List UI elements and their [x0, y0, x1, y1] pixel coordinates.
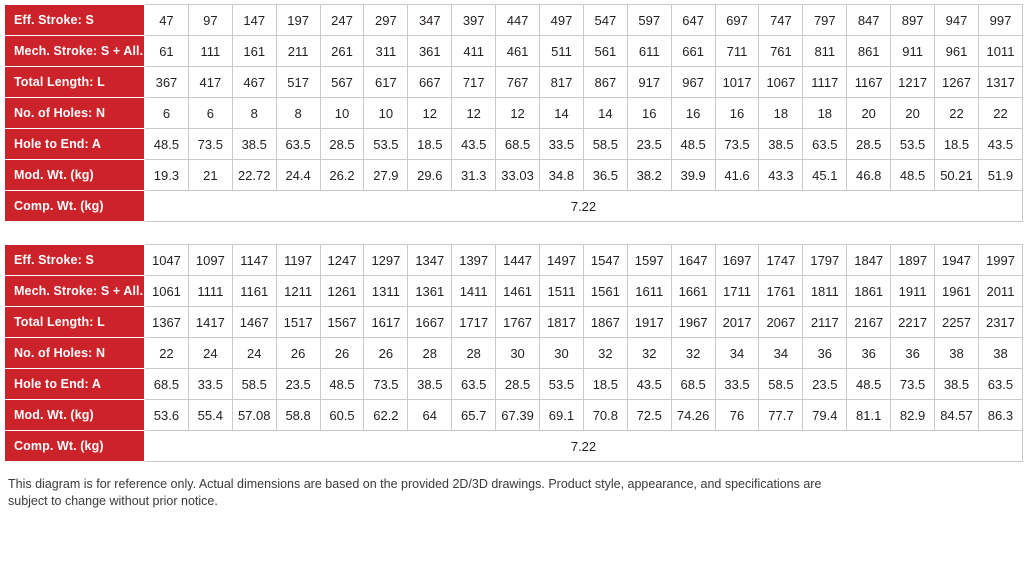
- table-cell: 1097: [188, 245, 232, 276]
- table-cell: 1447: [496, 245, 540, 276]
- table-row: [5, 276, 1023, 307]
- table-cell: 2317: [978, 307, 1022, 338]
- table-row: [5, 160, 1023, 191]
- table-cell: 567: [320, 67, 364, 98]
- row-header: Eff. Stroke: S: [5, 245, 145, 276]
- table-cell: 24.4: [276, 160, 320, 191]
- table-cell: 77.7: [759, 400, 803, 431]
- table-cell: 43.5: [627, 369, 671, 400]
- table-cell: 1861: [847, 276, 891, 307]
- table-cell: 1161: [232, 276, 276, 307]
- table-cell: 68.5: [671, 369, 715, 400]
- table-cell: 661: [671, 36, 715, 67]
- table-cell: 31.3: [452, 160, 496, 191]
- table-cell: 561: [583, 36, 627, 67]
- row-header: No. of Holes: N: [5, 338, 145, 369]
- table-cell: 63.5: [452, 369, 496, 400]
- table-cell: 28: [452, 338, 496, 369]
- table-cell: 1767: [496, 307, 540, 338]
- table-cell: 26.2: [320, 160, 364, 191]
- table-cell: 161: [232, 36, 276, 67]
- table-cell: 467: [232, 67, 276, 98]
- table-cell: 18.5: [583, 369, 627, 400]
- table-cell: 1117: [803, 67, 847, 98]
- table-cell: 27.9: [364, 160, 408, 191]
- table-row: [5, 129, 1023, 160]
- table-cell: 22.72: [232, 160, 276, 191]
- table-cell: 23.5: [627, 129, 671, 160]
- table-cell: 1047: [145, 245, 189, 276]
- table-cell: 1597: [627, 245, 671, 276]
- row-header: Mech. Stroke: S + All.: [5, 36, 145, 67]
- table-cell: 1367: [145, 307, 189, 338]
- table-cell: 48.5: [320, 369, 364, 400]
- table-cell: 1667: [408, 307, 452, 338]
- table-cell: 61: [145, 36, 189, 67]
- table-cell: 38.5: [408, 369, 452, 400]
- table-row: [5, 400, 1023, 431]
- table-row: [5, 369, 1023, 400]
- table-cell: 397: [452, 5, 496, 36]
- table-cell: 18: [803, 98, 847, 129]
- table-cell: 30: [540, 338, 584, 369]
- table-cell: 63.5: [276, 129, 320, 160]
- table-cell: 58.5: [583, 129, 627, 160]
- row-header: Mod. Wt. (kg): [5, 160, 145, 191]
- table-cell: 24: [232, 338, 276, 369]
- table-cell: 38.5: [759, 129, 803, 160]
- table-cell: 1961: [935, 276, 979, 307]
- row-header: Mod. Wt. (kg): [5, 400, 145, 431]
- table-cell: 1817: [540, 307, 584, 338]
- table-cell: 32: [627, 338, 671, 369]
- table-cell: 1297: [364, 245, 408, 276]
- table-cell: 58.5: [759, 369, 803, 400]
- table-cell: 947: [935, 5, 979, 36]
- table-cell: 32: [671, 338, 715, 369]
- table-row: [5, 5, 1023, 36]
- table-cell: 38: [978, 338, 1022, 369]
- table-cell: 73.5: [891, 369, 935, 400]
- table-cell: 1061: [145, 276, 189, 307]
- table-cell: 12: [496, 98, 540, 129]
- table-cell: 2011: [978, 276, 1022, 307]
- table-cell: 23.5: [276, 369, 320, 400]
- table-cell: 58.8: [276, 400, 320, 431]
- table-cell: 50.21: [935, 160, 979, 191]
- table-cell: 20: [891, 98, 935, 129]
- table-cell: 18.5: [935, 129, 979, 160]
- table-cell: 68.5: [496, 129, 540, 160]
- table-cell: 411: [452, 36, 496, 67]
- table-cell: 14: [583, 98, 627, 129]
- table-cell: 961: [935, 36, 979, 67]
- table-row: [5, 36, 1023, 67]
- table-cell: 417: [188, 67, 232, 98]
- row-header: Total Length: L: [5, 307, 145, 338]
- table-cell: 811: [803, 36, 847, 67]
- table-cell: 33.5: [540, 129, 584, 160]
- table-cell: 76: [715, 400, 759, 431]
- table-row: [5, 98, 1023, 129]
- table-cell: 82.9: [891, 400, 935, 431]
- table-cell: 1697: [715, 245, 759, 276]
- table-cell: 447: [496, 5, 540, 36]
- table-cell: 32: [583, 338, 627, 369]
- table-cell: 41.6: [715, 160, 759, 191]
- table-cell: 1347: [408, 245, 452, 276]
- table-gap: [4, 222, 1023, 244]
- table-cell: 26: [276, 338, 320, 369]
- table-cell: 19.3: [145, 160, 189, 191]
- table-cell: 6: [145, 98, 189, 129]
- table-cell: 1911: [891, 276, 935, 307]
- table-cell: 22: [978, 98, 1022, 129]
- table-cell: 1317: [978, 67, 1022, 98]
- table-cell: 21: [188, 160, 232, 191]
- table-cell: 20: [847, 98, 891, 129]
- table-cell: 45.1: [803, 160, 847, 191]
- table-cell: 1517: [276, 307, 320, 338]
- table-cell: 1747: [759, 245, 803, 276]
- table-cell: 647: [671, 5, 715, 36]
- table-cell: 43.5: [452, 129, 496, 160]
- summary-value: 7.22: [145, 191, 1023, 222]
- table-cell: 261: [320, 36, 364, 67]
- table-cell: 297: [364, 5, 408, 36]
- table-cell: 65.7: [452, 400, 496, 431]
- table-cell: 29.6: [408, 160, 452, 191]
- table-cell: 47: [145, 5, 189, 36]
- table-cell: 68.5: [145, 369, 189, 400]
- table-cell: 861: [847, 36, 891, 67]
- table-cell: 1811: [803, 276, 847, 307]
- table-cell: 43.3: [759, 160, 803, 191]
- table-cell: 667: [408, 67, 452, 98]
- table-cell: 57.08: [232, 400, 276, 431]
- disclaimer-note: This diagram is for reference only. Actual dimensions are based on the provided 2D/3D drawings. Product style, appearance, and specifications are subject to change without prior notice.: [8, 477, 822, 508]
- table-cell: 517: [276, 67, 320, 98]
- table-cell: 38.2: [627, 160, 671, 191]
- table-cell: 867: [583, 67, 627, 98]
- table-cell: 1847: [847, 245, 891, 276]
- table-cell: 361: [408, 36, 452, 67]
- table-cell: 63.5: [978, 369, 1022, 400]
- table-cell: 1967: [671, 307, 715, 338]
- table-cell: 16: [715, 98, 759, 129]
- table-cell: 717: [452, 67, 496, 98]
- table-cell: 36: [803, 338, 847, 369]
- table-cell: 36.5: [583, 160, 627, 191]
- table-cell: 1511: [540, 276, 584, 307]
- table-cell: 23.5: [803, 369, 847, 400]
- table-cell: 347: [408, 5, 452, 36]
- row-header: Mech. Stroke: S + All.: [5, 276, 145, 307]
- table-cell: 1017: [715, 67, 759, 98]
- table-cell: 84.57: [935, 400, 979, 431]
- table-cell: 14: [540, 98, 584, 129]
- table-cell: 1111: [188, 276, 232, 307]
- table-summary-row: [5, 191, 1023, 222]
- table-cell: 1917: [627, 307, 671, 338]
- summary-row-header: Comp. Wt. (kg): [5, 431, 145, 462]
- table-cell: 28.5: [320, 129, 364, 160]
- row-header: Hole to End: A: [5, 369, 145, 400]
- table-cell: 2067: [759, 307, 803, 338]
- table-cell: 461: [496, 36, 540, 67]
- table-cell: 22: [935, 98, 979, 129]
- table-cell: 211: [276, 36, 320, 67]
- table-cell: 53.6: [145, 400, 189, 431]
- table-cell: 1217: [891, 67, 935, 98]
- table-cell: 1617: [364, 307, 408, 338]
- table-cell: 70.8: [583, 400, 627, 431]
- table-cell: 1567: [320, 307, 364, 338]
- table-cell: 911: [891, 36, 935, 67]
- table-cell: 1717: [452, 307, 496, 338]
- table-cell: 63.5: [803, 129, 847, 160]
- table-cell: 36: [847, 338, 891, 369]
- row-header: Hole to End: A: [5, 129, 145, 160]
- table-cell: 1311: [364, 276, 408, 307]
- table-row: [5, 245, 1023, 276]
- table-cell: 511: [540, 36, 584, 67]
- table-cell: 67.39: [496, 400, 540, 431]
- table-cell: 1261: [320, 276, 364, 307]
- table-cell: 1497: [540, 245, 584, 276]
- table-cell: 48.5: [847, 369, 891, 400]
- table-cell: 1867: [583, 307, 627, 338]
- table-cell: 26: [364, 338, 408, 369]
- table-cell: 34.8: [540, 160, 584, 191]
- table-cell: 69.1: [540, 400, 584, 431]
- table-cell: 1211: [276, 276, 320, 307]
- table-cell: 12: [408, 98, 452, 129]
- table-cell: 72.5: [627, 400, 671, 431]
- table-cell: 247: [320, 5, 364, 36]
- table-cell: 79.4: [803, 400, 847, 431]
- table-cell: 26: [320, 338, 364, 369]
- table-cell: 1611: [627, 276, 671, 307]
- table-cell: 1761: [759, 276, 803, 307]
- table-cell: 1397: [452, 245, 496, 276]
- table-cell: 39.9: [671, 160, 715, 191]
- table-cell: 48.5: [891, 160, 935, 191]
- table-cell: 597: [627, 5, 671, 36]
- table-cell: 33.03: [496, 160, 540, 191]
- table-cell: 38: [935, 338, 979, 369]
- table-cell: 48.5: [671, 129, 715, 160]
- table-cell: 1797: [803, 245, 847, 276]
- spec-table-first-range: [4, 4, 1023, 222]
- table-cell: 1411: [452, 276, 496, 307]
- table-cell: 817: [540, 67, 584, 98]
- table-cell: 1997: [978, 245, 1022, 276]
- table-cell: 761: [759, 36, 803, 67]
- table-cell: 1011: [978, 36, 1022, 67]
- table-cell: 81.1: [847, 400, 891, 431]
- table-cell: 33.5: [188, 369, 232, 400]
- table-cell: 16: [627, 98, 671, 129]
- table-cell: 28: [408, 338, 452, 369]
- table-cell: 30: [496, 338, 540, 369]
- table-cell: 111: [188, 36, 232, 67]
- spec-table-second-range: [4, 244, 1023, 462]
- table-cell: 897: [891, 5, 935, 36]
- table-cell: 74.26: [671, 400, 715, 431]
- table-cell: 8: [232, 98, 276, 129]
- table-cell: 36: [891, 338, 935, 369]
- table-cell: 73.5: [364, 369, 408, 400]
- table-cell: 1267: [935, 67, 979, 98]
- table-cell: 797: [803, 5, 847, 36]
- table-summary-row: [5, 431, 1023, 462]
- table-cell: 767: [496, 67, 540, 98]
- table-cell: 18: [759, 98, 803, 129]
- table-cell: 6: [188, 98, 232, 129]
- table-row: [5, 307, 1023, 338]
- table-row: [5, 338, 1023, 369]
- table-cell: 917: [627, 67, 671, 98]
- row-header: No. of Holes: N: [5, 98, 145, 129]
- table-cell: 53.5: [540, 369, 584, 400]
- table-cell: 2257: [935, 307, 979, 338]
- table-cell: 547: [583, 5, 627, 36]
- table-cell: 1897: [891, 245, 935, 276]
- table-cell: 58.5: [232, 369, 276, 400]
- table-cell: 51.9: [978, 160, 1022, 191]
- table-cell: 711: [715, 36, 759, 67]
- table-cell: 147: [232, 5, 276, 36]
- table-cell: 22: [145, 338, 189, 369]
- table-cell: 997: [978, 5, 1022, 36]
- table-cell: 8: [276, 98, 320, 129]
- table-cell: 1547: [583, 245, 627, 276]
- table-cell: 1661: [671, 276, 715, 307]
- table-cell: 38.5: [935, 369, 979, 400]
- table-cell: 46.8: [847, 160, 891, 191]
- table-cell: 55.4: [188, 400, 232, 431]
- table-cell: 73.5: [715, 129, 759, 160]
- table-cell: 2217: [891, 307, 935, 338]
- table-cell: 1167: [847, 67, 891, 98]
- table-cell: 34: [759, 338, 803, 369]
- table-cell: 1647: [671, 245, 715, 276]
- table-cell: 43.5: [978, 129, 1022, 160]
- table-cell: 97: [188, 5, 232, 36]
- table-cell: 367: [145, 67, 189, 98]
- table-cell: 33.5: [715, 369, 759, 400]
- table-cell: 62.2: [364, 400, 408, 431]
- table-cell: 747: [759, 5, 803, 36]
- table-cell: 28.5: [496, 369, 540, 400]
- table-cell: 10: [364, 98, 408, 129]
- table-cell: 34: [715, 338, 759, 369]
- table-cell: 611: [627, 36, 671, 67]
- table-cell: 53.5: [891, 129, 935, 160]
- table-cell: 38.5: [232, 129, 276, 160]
- table-cell: 64: [408, 400, 452, 431]
- table-cell: 24: [188, 338, 232, 369]
- table-cell: 497: [540, 5, 584, 36]
- table-cell: 697: [715, 5, 759, 36]
- table-cell: 86.3: [978, 400, 1022, 431]
- table-cell: 1467: [232, 307, 276, 338]
- table-cell: 847: [847, 5, 891, 36]
- row-header: Total Length: L: [5, 67, 145, 98]
- table-cell: 1947: [935, 245, 979, 276]
- summary-row-header: Comp. Wt. (kg): [5, 191, 145, 222]
- table-cell: 1361: [408, 276, 452, 307]
- summary-value: 7.22: [145, 431, 1023, 462]
- table-cell: 18.5: [408, 129, 452, 160]
- table-cell: 1247: [320, 245, 364, 276]
- table-cell: 10: [320, 98, 364, 129]
- table-cell: 1067: [759, 67, 803, 98]
- table-cell: 2167: [847, 307, 891, 338]
- table-cell: 12: [452, 98, 496, 129]
- table-cell: 2117: [803, 307, 847, 338]
- table-cell: 311: [364, 36, 408, 67]
- table-cell: 1147: [232, 245, 276, 276]
- table-cell: 48.5: [145, 129, 189, 160]
- table-cell: 53.5: [364, 129, 408, 160]
- table-row: [5, 67, 1023, 98]
- table-cell: 967: [671, 67, 715, 98]
- table-cell: 28.5: [847, 129, 891, 160]
- table-cell: 73.5: [188, 129, 232, 160]
- row-header: Eff. Stroke: S: [5, 5, 145, 36]
- table-cell: 1417: [188, 307, 232, 338]
- table-cell: 197: [276, 5, 320, 36]
- table-cell: 2017: [715, 307, 759, 338]
- table-cell: 1561: [583, 276, 627, 307]
- table-cell: 1711: [715, 276, 759, 307]
- table-cell: 60.5: [320, 400, 364, 431]
- table-cell: 16: [671, 98, 715, 129]
- table-cell: 617: [364, 67, 408, 98]
- table-cell: 1461: [496, 276, 540, 307]
- table-cell: 1197: [276, 245, 320, 276]
